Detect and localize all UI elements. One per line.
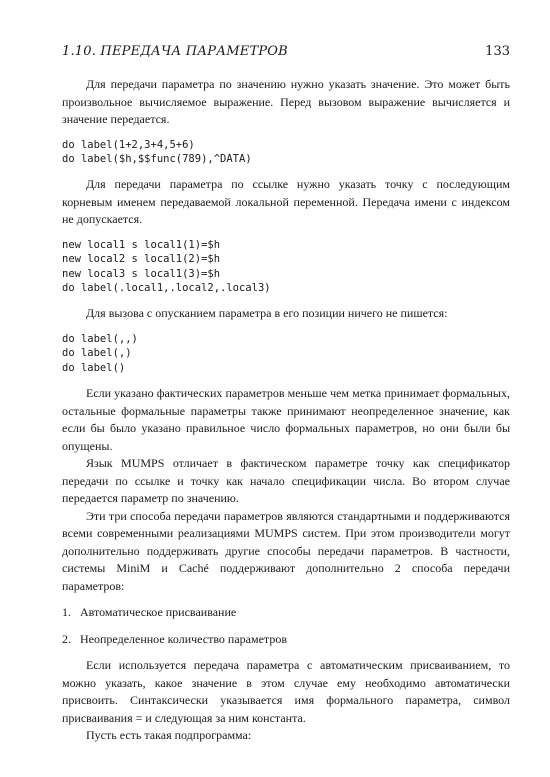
paragraph: Если используется передача параметра с автоматическим присваиванием, то можно указать, какое значение в этом случае ему необходимо автоматически присвоить. Синтаксически указывается имя формального параметра, символ присваивания = и следующая за ним константа. [62, 658, 510, 725]
paragraph: Эти три способа передачи параметров являются стандартными и поддерживаются всеми современными реализациями MUMPS систем. При этом производители могут дополнительно поддерживать другие способы передачи параметров. В частности, системы MiniM и Caché поддерживают дополнительно 2 способа передачи параметров: [62, 508, 510, 593]
code-line: do label(,) [62, 347, 132, 360]
code-line: do label() [62, 361, 126, 374]
page-body [62, 76, 510, 745]
paragraph: Язык MUMPS отличает в фактическом параметре точку как спецификатор передачи по ссылке и точку как начало спецификации числа. Во втором случае передается параметр по значению. [62, 456, 510, 506]
paragraph: Для передачи параметра по ссылке нужно указать точку с последующим корневым именем передаваемой локальной переменной. Передача имени с индексом не допускается. [62, 177, 510, 227]
paragraph: Для передачи параметра по значению нужно указать значение. Это может быть произвольное вычисляемое выражение. Перед вызовом выражение вычисляется и значение передается. [62, 77, 510, 126]
page-number: 133 [485, 44, 510, 59]
code-line: do label(1+2,3+4,5+6) [62, 138, 195, 151]
code-line: do label(,,) [62, 332, 138, 345]
code-block [62, 238, 510, 296]
running-title: 1.10. ПЕРЕДАЧА ПАРАМЕТРОВ [62, 44, 288, 59]
code-block [62, 332, 510, 375]
list-item [62, 631, 510, 649]
paragraph: Пусть есть такая подпрограмма: [86, 728, 252, 743]
list-item [62, 604, 510, 622]
code-line: do label(.local1,.local2,.local3) [62, 282, 271, 295]
page-header [62, 44, 510, 62]
code-line: new local2 s local1(2)=$h [62, 253, 221, 266]
list-number: 2. [62, 631, 71, 646]
code-block [62, 138, 510, 167]
paragraph: Если указано фактических параметров меньше чем метка принимает формальных, остальные формальные параметры также принимают неопределенное значение, как если бы было указано правильное число формальных параметров, но они были бы опущены. [62, 386, 510, 453]
list-number: 1. [62, 605, 71, 620]
code-line: do label($h,$$func(789),^DATA) [62, 152, 252, 165]
paragraph: Для вызова с опусканием параметра в его позиции ничего не пишется: [86, 306, 448, 321]
list-text: Неопределенное количество параметров [80, 631, 287, 646]
code-line: new local1 s local1(1)=$h [62, 238, 221, 251]
list-text: Автоматическое присваивание [80, 605, 237, 620]
code-line: new local3 s local1(3)=$h [62, 267, 221, 280]
